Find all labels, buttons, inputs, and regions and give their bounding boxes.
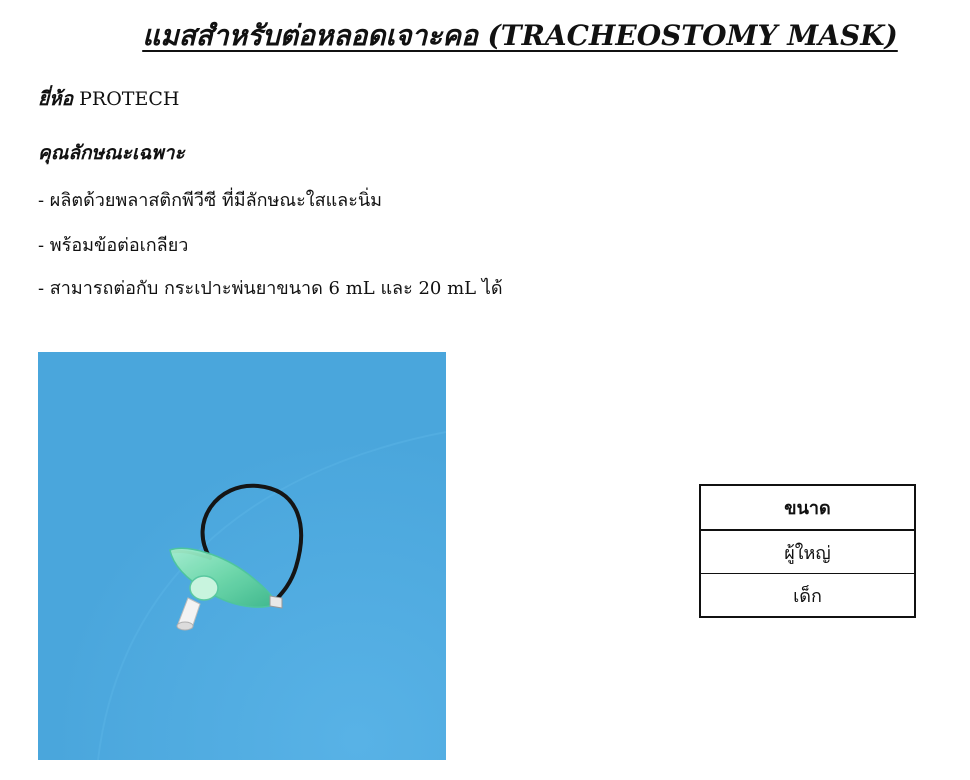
size-table xyxy=(699,484,916,618)
feature-item: - ผลิตด้วยพลาสติกพีวีซี ที่มีลักษณะใสและนิ่ม xyxy=(38,190,383,211)
tracheostomy-mask-image xyxy=(38,352,446,760)
size-table-header: ขนาด xyxy=(700,485,915,530)
brand-label: ยี่ห้อ xyxy=(38,88,74,110)
brand-line xyxy=(38,84,179,114)
features-heading: คุณลักษณะเฉพาะ xyxy=(38,142,185,164)
size-table-cell-child: เด็ก xyxy=(793,585,822,607)
page-title: แมสสำหรับต่อหลอดเจาะคอ (TRACHEOSTOMY MASK) xyxy=(142,19,898,52)
product-photo xyxy=(38,352,446,760)
size-table-cell-adult: ผู้ใหญ่ xyxy=(700,530,915,574)
feature-item: - สามารถต่อกับ กระเปาะพ่นยาขนาด 6 mL และ 20 mL ได้ xyxy=(38,278,503,299)
brand-value: PROTECH xyxy=(79,88,180,110)
feature-item: - พร้อมข้อต่อเกลียว xyxy=(38,235,189,256)
